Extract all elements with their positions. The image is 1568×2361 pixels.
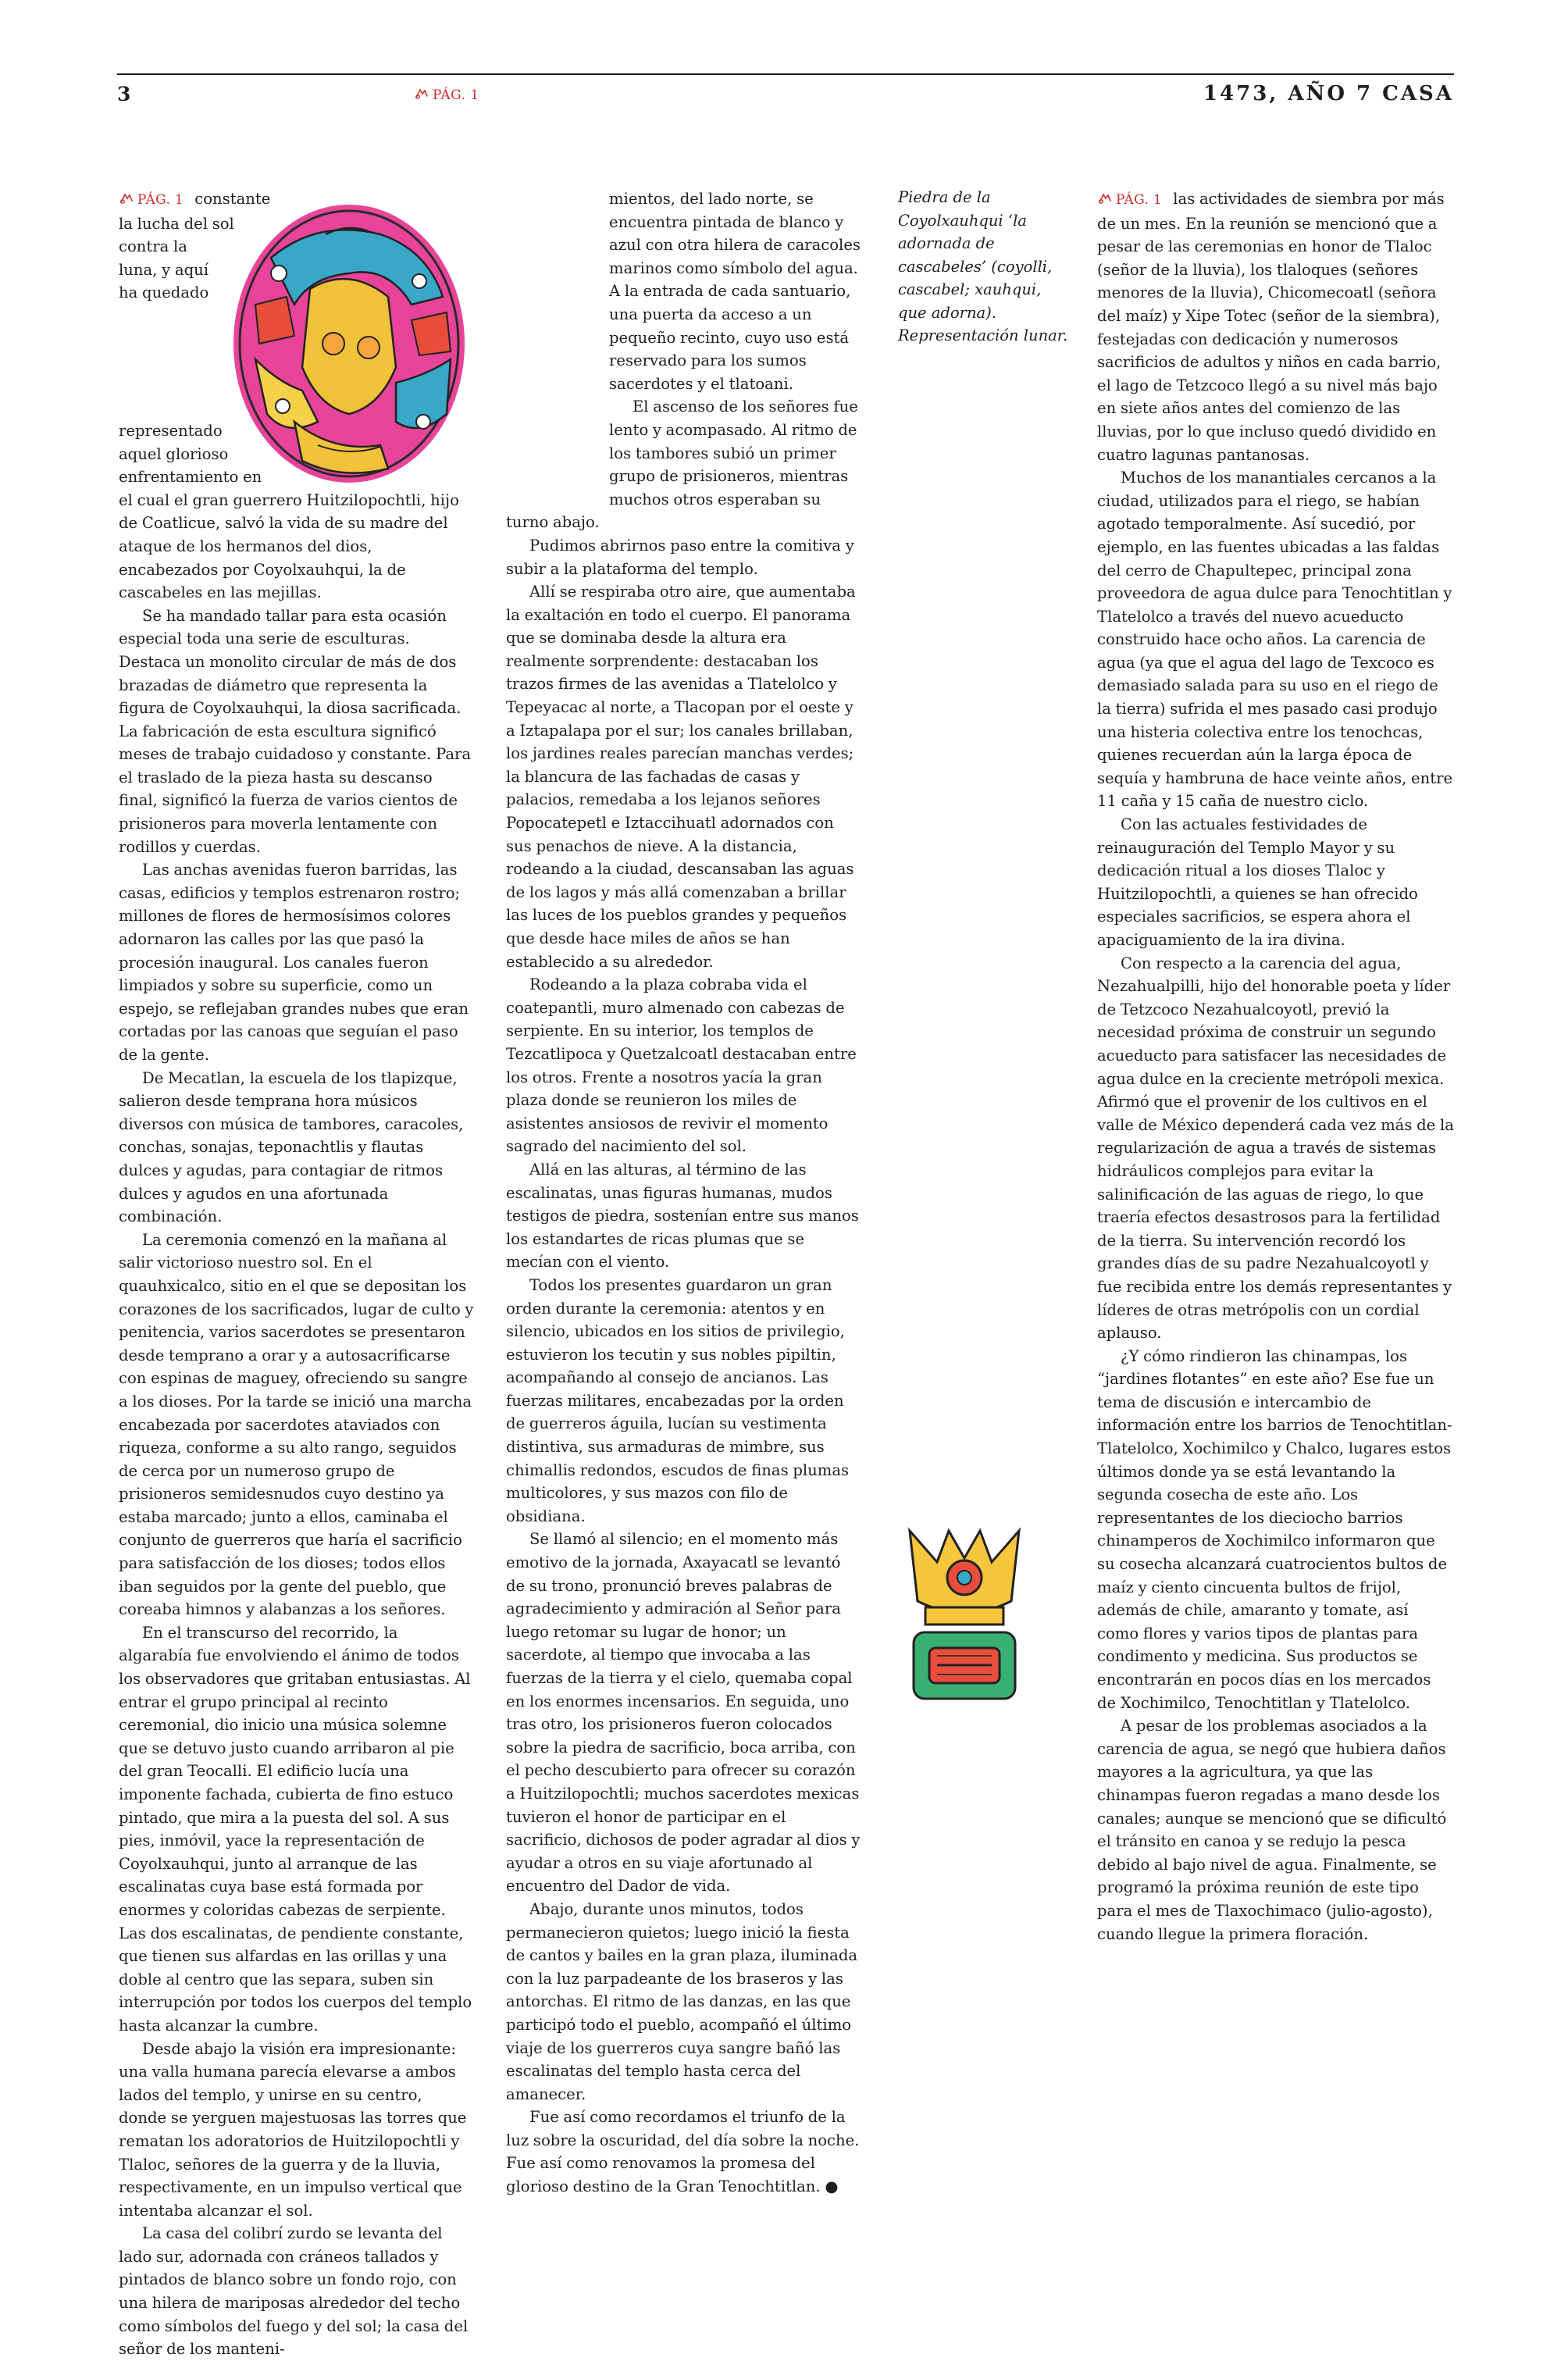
col1-paragraph: La casa del colibrí zurdo se levanta del lado sur, adornada con cráneos tallados y pintados de blanco sobre un fondo rojo, con una hilera de mariposas alrededor del techo como símbolos del fuego y del sol; la casa del señor de los manteni- xyxy=(119,2224,469,2359)
col2-paragraph: Se llamó al silencio; en el momento más emotivo de la jornada, Axayacatl se levantó de su trono, pronunció breves palabras de agradecimiento y admiración al Señor para luego retomar su lugar de honor; un sacerdote, al tiempo que invocaba a las fuerzas de la tierra y el cielo, quemaba copal en los enormes incensarios. En seguida, uno tras otro, los prisioneros fueron colocados sobre la piedra de sacrificio, boca arriba, con el pecho descubierto para ofrecer su corazón a Huitzilopochtli; muchos sacerdotes mexicas tuvieron el honor de participar en el sacrificio, dichosos de poder agradar al dios y ayudar a otros en su viaje afortunado al encuentro del Dador de vida. xyxy=(506,1530,861,1896)
col1-paragraph: De Mecatlan, la escuela de los tlapizque, salieron desde temprana hora músicos diversos con música de tambores, caracoles, conchas, sonajas, teponachtlis y flautas dulces y agudas, para contagiar de ritmos dulces y agudos en una afortunada combinación. xyxy=(119,1068,464,1226)
section-title: 1473, AÑO 7 CASA xyxy=(1203,82,1454,105)
aztec-glyph-illustration xyxy=(894,1515,1035,1718)
col4-paragraph: Con las actuales festividades de reinauguración del Templo Mayor y su dedicación ritual a los dioses Tlaloc y Huitzilopochtli, a quienes se han ofrecido especiales sacrificios, se espera ahora el apaciguamiento de la ira divina. xyxy=(1097,815,1418,949)
col4-page-reference[interactable] xyxy=(1097,190,1173,208)
col1-paragraph: Se ha mandado tallar para esta ocasión especial toda una serie de esculturas. Destaca un monolito circular de más de dos brazadas de diámetro que representa la figura de Coyolxauhqui, la diosa sacrificada. La fabricación de esta escultura significó meses de trabajo cuidadoso y constante. Para el traslado de la pieza hasta su descanso final, significó la fuerza de varios cientos de prisioneros para moverla lentamente con rodillos y cuerdas. xyxy=(119,606,472,856)
header-reference-label: PÁG. 1 xyxy=(433,87,479,103)
col4-lead-text: las actividades de siembra por más de un mes. En la reunión se mencionó que a pesar de las ceremonias en honor de Tlaloc (señor de la lluvia), los tlaloques (señores menores de la lluvia), Chicomecoatl (señora del maíz) y Xipe Totec (señor de la siembra), festejadas con dedicación y numerosos sacrificios de adultos y niños en cada barrio, el lago de Tetzcoco llegó a su nivel más bajo en siete años antes del comienzo de las lluvias, por lo que incluso quedó dividido en cuatro lagunas pantanosas. xyxy=(1097,190,1445,464)
col2-paragraph: Allá en las alturas, al término de las escalinatas, unas figuras humanas, mudos testigos de piedra, sostenían entre sus manos los estandartes de ricas plumas que se mecían con el viento. xyxy=(506,1160,859,1271)
col4-paragraph: ¿Y cómo rindieron las chinampas, los “jardines flotantes” en este año? Ese fue un tema de discusión e intercambio de información entre los barrios de Tenochtitlan-Tlatelolco, Xochimilco y Chalco, lugares estos últimos donde ya se está levantando la segunda cosecha de este año. Los representantes de los dieciocho barrios chinamperos de Xochimilco informaron que su cosecha alcanzará cuatrocientos bultos de maíz y ciento cincuenta bultos de frijol, además de chile, amaranto y tomate, así como flores y varios tipos de plantas para condimento y medicina. Sus productos se encontrarán en pocos días en los mercados de Xochimilco, Tenochtitlan y Tlatelolco. xyxy=(1097,1346,1452,1712)
col2-paragraph: Fue así como recordamos el triunfo de la luz sobre la oscuridad, del día sobre la noche. Fue así como renovamos la promesa del glorioso destino de la Gran Tenochtitlan. ● xyxy=(506,2108,860,2196)
col4-paragraph: Con respecto a la carencia del agua, Nezahualpilli, hijo del honorable poeta y líder de Tetzcoco Nezahualcoyotl, previó la necesidad próxima de construir un segundo acueducto para satisfacer las necesidades de agua dulce en la creciente metrópoli mexica. Afirmó que el provenir de los cultivos en el valle de México dependerá cada vez más de la regularización de agua a través de sistemas hidráulicos complejos para evitar la salinificación de las aguas de riego, lo que traería efectos desastrosos para la fertilidad de la tierra. Su intervención recordó los grandes días de su padre Nezahualcoyotl y fue recibida entre los demás representantes y líderes de otras metrópolis con un cordial aplauso. xyxy=(1097,954,1454,1343)
illustration-caption: Piedra de la Coyolxauhqui ‘la adornada de cascabeles’ (coyolli, cascabel; xauhqui, que adorna). Representación lunar. xyxy=(898,188,1068,344)
col2-paragraph: Allí se respiraba otro aire, que aumentaba la exaltación en todo el cuerpo. El panorama que se dominaba desde la altura era realmente sorprendente: destacaban los trazos firmes de las avenidas a Tlatelolco y Tepeyacac al norte, a Tlacopan por el oeste y a Iztapalapa por el sur; los canales brillaban, los jardines reales parecían manchas verdes; la blancura de las fachadas de casas y palacios, remedaba a los lejanos señores Popocatepetl e Iztaccihuatl adornados con sus penachos de nieve. A la distancia, rodeando a la ciudad, descansaban las aguas de los lagos y más allá comenzaban a brillar las luces de los pueblos grandes y pequeños que desde hace miles de años se han establecido a su alrededor. xyxy=(506,583,856,971)
coyolxauhqui-stone-illustration xyxy=(224,187,474,500)
col2-paragraph: Rodeando a la plaza cobraba vida el coatepantli, muro almenado con cabezas de serpiente. En su interior, los templos de Tezcatlipoca y Quetzalcoatl destacaban entre los otros. Frente a nosotros yacía la gran plaza donde se reunieron los miles de asistentes ansiosos de revivir el momento sagrado del nacimiento del sol. xyxy=(506,975,857,1156)
col1-paragraph: Desde abajo la visión era impresionante: una valla humana parecía elevarse a ambos lados del templo, y unirse en su centro, donde se yerguen majestuosas las torres que rematan los adoratorios de Huitzilopochtli y Tlaloc, señores de la guerra y de la lluvia, respectivamente, en un impulso vertical que intentaba alcanzar el sol. xyxy=(119,2039,467,2220)
article-column-2 xyxy=(506,187,864,2199)
col1-paragraph: Las anchas avenidas fueron barridas, las casas, edificios y templos estrenaron rostro; millones de flores de hermosísimos colores adornaron las calles por las que pasó la procesión inaugural. Los canales fueron limpiados y sobre su superficie, como un espejo, se reflejaban grandes nubes que eran cortadas por las canoas que seguían el paso de la gente. xyxy=(119,861,469,1064)
col1-reference-label: PÁG. 1 xyxy=(137,192,184,208)
page-number: 3 xyxy=(117,83,131,105)
page-reference-icon xyxy=(1097,191,1113,205)
col4-paragraph: A pesar de los problemas asociados a la carencia de agua, se negó que hubiera daños mayores a la agricultura, ya que las chinampas fueron regadas a mano desde los canales; aunque se mencionó que se dificultó el tránsito en canoa y se redujo la pesca debido al bajo nivel de agua. Finalmente, se programó la próxima reunión de este tipo para el mes de Tlaxochimaco (julio-agosto), cuando llegue la primera floración. xyxy=(1097,1717,1447,1943)
col4-reference-label: PÁG. 1 xyxy=(1116,192,1163,208)
page-reference-icon xyxy=(414,87,429,101)
col2-paragraph: Abajo, durante unos minutos, todos permanecieron quietos; luego inició la fiesta de cantos y bailes en la gran plaza, iluminada con la luz parpadeante de los braseros y las antorchas. El ritmo de las danzas, en las que participó todo el pueblo, acompañó el último viaje de los guerreros cuya sangre bañó las escalinatas del templo hasta cerca del amanecer. xyxy=(506,1899,858,2103)
col2-lead-text: mientos, del lado norte, se encuentra pintada de blanco y azul con otra hilera de caracoles marinos como símbolo del agua. A la entrada de cada santuario, una puerta da acceso a un pequeño recinto, cuyo uso está reservado para los sumos sacerdotes y el tlatoani. xyxy=(609,190,861,393)
article-column-4 xyxy=(1097,187,1454,1946)
col2-paragraph: Pudimos abrirnos paso entre la comitiva y subir a la plataforma del templo. xyxy=(506,536,854,578)
col1-lead-text: constante la lucha del sol contra la luna, y aquí ha quedado representado aquel glorioso enfrentamiento en el cual el gran guerrero Huitzilopochtli, hijo de Coatlicue, salvó la vida de su madre del ataque de los hermanos del dios, encabezados por Coyolxauhqui, la de cascabeles en las mejillas. xyxy=(119,190,459,602)
page-reference-icon xyxy=(119,191,134,205)
article-column-1 xyxy=(119,187,474,2361)
col1-page-reference[interactable] xyxy=(119,190,194,208)
col1-paragraph: En el transcurso del recorrido, la algarabía fue envolviendo el ánimo de todos los observadores que gritaban entusiastas. Al entrar el grupo principal al recinto ceremonial, dio inicio una música solemne que se detuvo justo cuando arribaron al pie del gran Teocalli. El edificio lucía una imponente fachada, cubierta de fino estuco pintado, que mira a la puesta del sol. A sus pies, inmóvil, yace la representación de Coyolxauhqui, junto al arranque de las escalinatas cuya base está formada por enormes y coloridas cabezas de serpiente. Las dos escalinatas, de pendiente constante, que tienen sus alfardas en las orillas y una doble al centro que las separa, suben sin interrupción por todos los cuerpos del templo hasta alcanzar la cumbre. xyxy=(119,1623,472,2035)
header-page-reference[interactable] xyxy=(414,86,479,105)
col1-paragraph: La ceremonia comenzó en la mañana al salir victorioso nuestro sol. En el quauhxicalco, sitio en el que se depositan los corazones de los sacrificados, lugar de culto y penitencia, varios sacerdotes se presentaron desde temprano a orar y a autosacrificarse con espinas de maguey, ofreciendo su sangre a los dioses. Por la tarde se inició una marcha encabezada por sacerdotes ataviados con riqueza, conforme a su alto rango, seguidos de cerca por un numeroso grupo de prisioneros semidesnudos cuyo destino ya estaba marcado; junto a ellos, caminaba el conjunto de guerreros que haría el sacrificio para satisfacción de los dioses; todos ellos iban seguidos por la gente del pueblo, que coreaba himnos y alabanzas a los señores. xyxy=(119,1230,474,1619)
header-top-rule xyxy=(117,73,1454,75)
col4-paragraph: Muchos de los manantiales cercanos a la ciudad, utilizados para el riego, se habían agotado temporalmente. Así sucedió, por ejemplo, en las fuentes ubicadas a las faldas del cerro de Chapultepec, principal zona proveedora de agua dulce para Tenochtitlan y Tlatelolco a través del nuevo acueducto construido hace ocho años. La carencia de agua (ya que el agua del lago de Texcoco es demasiado salada para su uso en el riego de la tierra) sufrida el mes pasado casi produjo una histeria colectiva entre los tenochcas, quienes recuerdan aún la larga época de sequía y hambruna de hace veinte años, entre 11 caña y 15 caña de nuestro ciclo. xyxy=(1097,469,1453,811)
col2-paragraph: El ascenso de los señores fue lento y acompasado. Al ritmo de los tambores subió un primer grupo de prisioneros, mientras muchos otros esperaban su turno abajo. xyxy=(506,398,858,532)
col2-paragraph: Todos los presentes guardaron un gran orden durante la ceremonia: atentos y en silencio, ubicados en los sitios de privilegio, estuvieron los tecutin y sus nobles pipiltin, acompañando al consejo de ancianos. Las fuerzas militares, encabezadas por la orden de guerreros águila, lucían su vestimenta distintiva, sus armaduras de mimbre, sus chimallis redondos, escudos de finas plumas multicolores, y sus mazos con filo de obsidiana. xyxy=(506,1275,850,1525)
stone-wrap-spacer xyxy=(506,187,600,500)
